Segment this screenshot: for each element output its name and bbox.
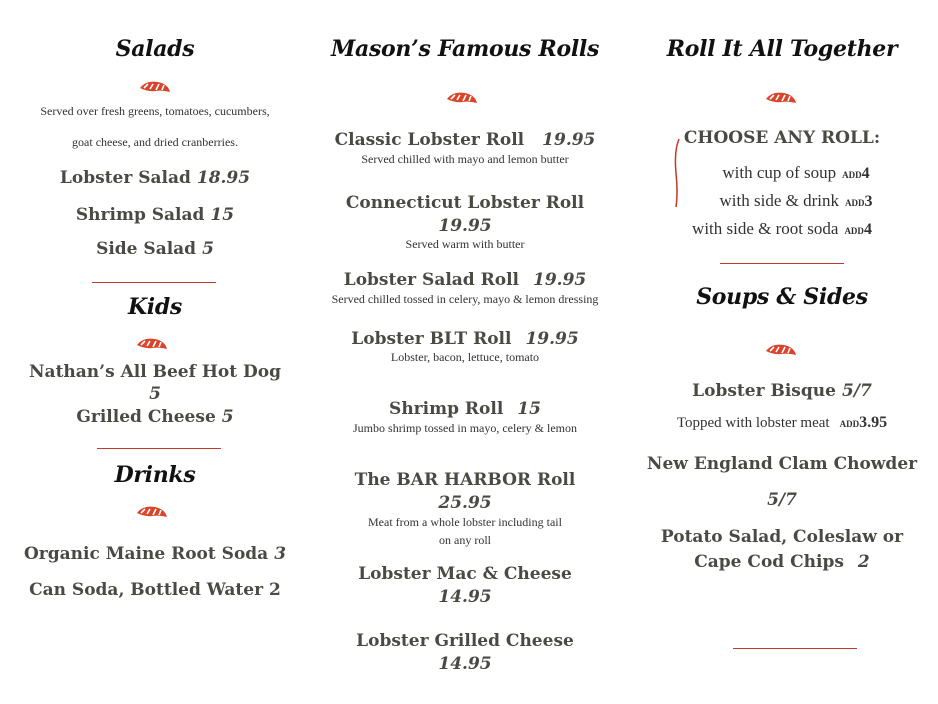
salads-heading: Salads bbox=[115, 36, 195, 62]
divider bbox=[92, 282, 216, 283]
menu-item-shrimp-salad bbox=[15, 205, 295, 225]
item-name: Shrimp Roll bbox=[389, 399, 504, 419]
bisque-topping bbox=[632, 414, 932, 432]
menu-item-grilled-cheese-roll: Lobster Grilled Cheese bbox=[356, 631, 574, 651]
add-amount: 4 bbox=[863, 221, 872, 238]
item-price: 19.95 bbox=[533, 270, 587, 290]
item-name: Side Salad bbox=[96, 239, 197, 259]
menu-item-sides-line1: Potato Salad, Coleslaw or bbox=[660, 527, 904, 547]
item-name: Cape Cod Chips bbox=[694, 552, 844, 572]
menu-item-lobster-salad bbox=[15, 168, 295, 188]
item-name: Grilled Cheese bbox=[76, 407, 216, 427]
option-cup-of-soup bbox=[632, 163, 932, 183]
divider bbox=[97, 448, 221, 449]
item-price: 19.95 bbox=[438, 216, 492, 236]
lobster-icon bbox=[764, 341, 798, 359]
option-text: with side & root soda bbox=[692, 219, 839, 238]
item-price: 15 bbox=[517, 399, 541, 419]
menu-item-lobster-salad-roll bbox=[315, 270, 615, 290]
item-description: Served chilled with mayo and lemon butter bbox=[361, 152, 569, 166]
item-price: 2 bbox=[857, 552, 870, 572]
menu-item-grilled-cheese bbox=[15, 407, 295, 427]
menu-item-side-salad bbox=[15, 239, 295, 259]
item-name: Shrimp Salad bbox=[75, 205, 205, 225]
lobster-icon bbox=[135, 335, 169, 353]
item-price: 5 bbox=[221, 407, 234, 427]
lobster-icon bbox=[138, 78, 172, 96]
item-description-line2: on any roll bbox=[439, 533, 491, 547]
rolls-heading: Mason’s Famous Rolls bbox=[330, 36, 600, 62]
item-description: Served chilled tossed in celery, mayo & lemon dressing bbox=[331, 292, 599, 306]
menu-item-connecticut-roll: Connecticut Lobster Roll bbox=[345, 193, 585, 213]
option-side-drink bbox=[632, 191, 932, 211]
lobster-icon bbox=[445, 89, 479, 107]
menu-item-shrimp-roll bbox=[315, 399, 615, 419]
menu-item-bar-harbor-roll: The BAR HARBOR Roll bbox=[354, 470, 576, 490]
topping-text: Topped with lobster meat bbox=[676, 415, 830, 431]
item-price: 2 bbox=[269, 580, 281, 600]
choose-any-roll: CHOOSE ANY ROLL: bbox=[683, 128, 881, 148]
add-label: ADD bbox=[844, 226, 864, 236]
item-name: Can Soda, Bottled Water bbox=[29, 580, 264, 600]
menu-item-blt-roll bbox=[315, 329, 615, 349]
item-price: 14.95 bbox=[438, 654, 492, 674]
item-name: Lobster BLT Roll bbox=[351, 329, 512, 349]
together-heading: Roll It All Together bbox=[666, 36, 898, 62]
item-description: Served warm with butter bbox=[405, 237, 525, 251]
menu-item-can-soda bbox=[15, 580, 295, 600]
item-price: 5/7 bbox=[841, 381, 872, 401]
item-price: 18.95 bbox=[196, 168, 251, 188]
menu-item-root-soda bbox=[15, 544, 295, 564]
menu-item-mac-cheese: Lobster Mac & Cheese bbox=[358, 564, 572, 584]
add-label: ADD bbox=[842, 170, 862, 180]
item-price: 5 bbox=[202, 239, 214, 259]
kids-heading: Kids bbox=[127, 294, 183, 320]
item-description-line1: Meat from a whole lobster including tail bbox=[368, 515, 562, 529]
item-description: Lobster, bacon, lettuce, tomato bbox=[390, 350, 540, 364]
option-text: with cup of soup bbox=[722, 163, 837, 182]
option-side-root-soda bbox=[632, 219, 932, 239]
item-name: Classic Lobster Roll bbox=[334, 130, 525, 150]
divider bbox=[733, 648, 857, 649]
item-price: 3 bbox=[274, 544, 287, 564]
add-amount: 3.95 bbox=[859, 414, 888, 431]
item-price: 19.95 bbox=[525, 329, 579, 349]
menu-item-classic-roll bbox=[315, 130, 615, 150]
salads-description-line2: goat cheese, and dried cranberries. bbox=[72, 135, 238, 149]
menu-item-lobster-bisque bbox=[632, 381, 932, 401]
add-amount: 3 bbox=[864, 193, 873, 210]
item-price: 25.95 bbox=[438, 493, 492, 513]
item-name: Lobster Salad Roll bbox=[343, 270, 519, 290]
item-name: Lobster Salad bbox=[59, 168, 191, 188]
menu-item-hot-dog: Nathan’s All Beef Hot Dog bbox=[29, 362, 281, 382]
item-description: Jumbo shrimp tossed in mayo, celery & lemon bbox=[353, 421, 577, 435]
soups-heading: Soups & Sides bbox=[696, 284, 868, 310]
menu-item-clam-chowder: New England Clam Chowder bbox=[646, 454, 918, 474]
item-price: 5/7 bbox=[767, 490, 797, 510]
menu-item-hot-dog-price: 5 bbox=[149, 384, 161, 404]
divider bbox=[720, 263, 844, 264]
option-text: with side & drink bbox=[719, 191, 839, 210]
lobster-icon bbox=[764, 89, 798, 107]
item-price: 19.95 bbox=[542, 130, 596, 150]
drinks-heading: Drinks bbox=[114, 462, 196, 488]
lobster-icon bbox=[135, 503, 169, 521]
add-amount: 4 bbox=[861, 165, 870, 182]
item-name: Lobster Bisque bbox=[692, 381, 836, 401]
add-label: ADD bbox=[839, 419, 860, 429]
menu-item-sides-line2 bbox=[632, 552, 932, 572]
salads-description-line1: Served over fresh greens, tomatoes, cucumbers, bbox=[40, 104, 270, 118]
add-label: ADD bbox=[844, 198, 865, 208]
item-name: Organic Maine Root Soda bbox=[23, 544, 269, 564]
item-price: 14.95 bbox=[438, 587, 492, 607]
item-price: 15 bbox=[210, 205, 235, 225]
